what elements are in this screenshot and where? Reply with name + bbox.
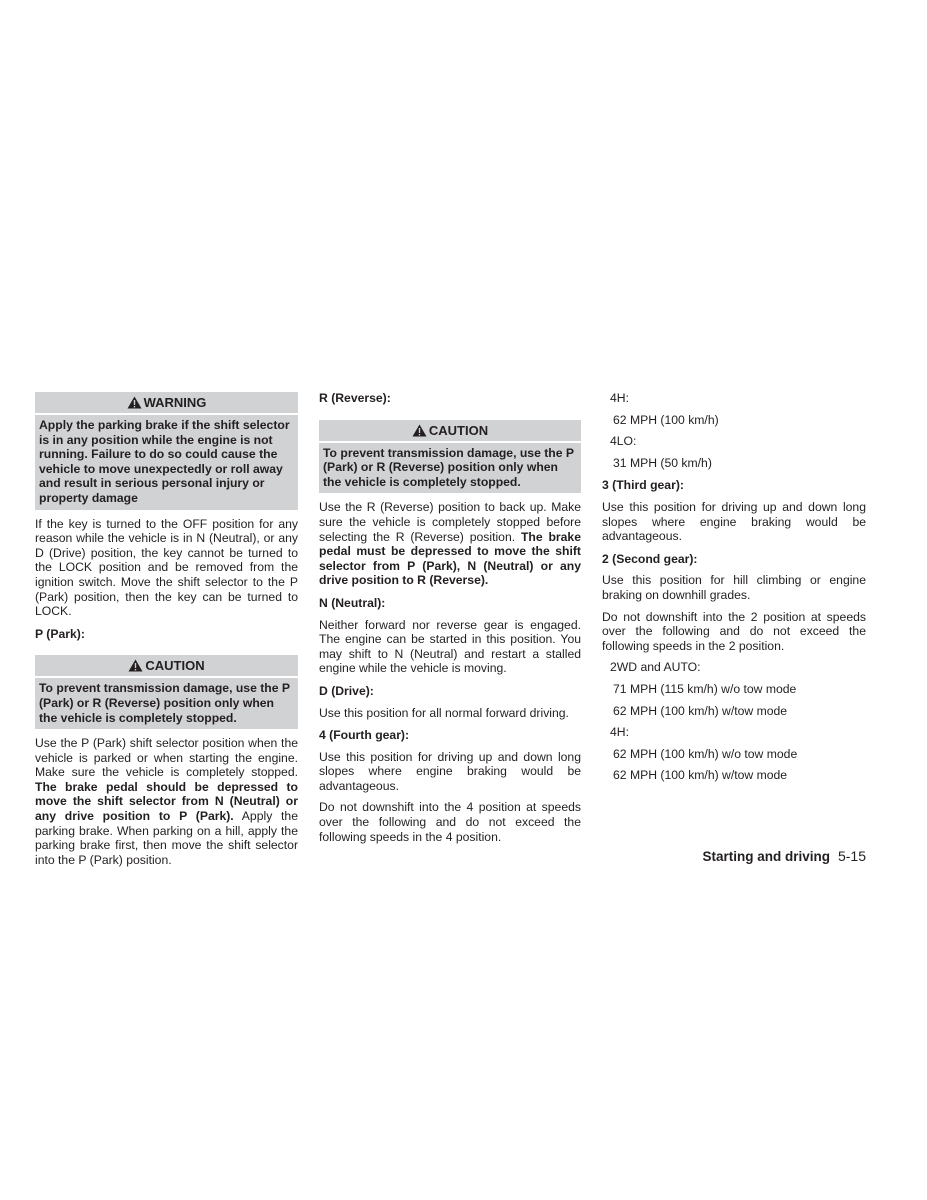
warning-text: Apply the parking brake if the shift selector is in any position while the engine is not running. Failure to do so could cause the vehicle to move unexpectedly or roll away and result in serious personal injury or property damage xyxy=(35,415,298,510)
speed-value: 62 MPH (100 km/h) xyxy=(613,412,719,427)
speed-value: 62 MPH (100 km/h) w/o tow mode xyxy=(613,746,798,761)
neutral-heading: N (Neutral): xyxy=(319,595,386,610)
caution-icon xyxy=(412,424,427,437)
warning-title: WARNING xyxy=(143,395,207,410)
speed-value: 31 MPH (50 km/h) xyxy=(613,455,712,470)
reverse-heading: R (Reverse): xyxy=(319,391,391,405)
caution-text: To prevent transmission damage, use the P (Park) or R (Reverse) position only when the vehicle is completely stopped. xyxy=(35,678,298,729)
third-paragraph: Use this position for driving up and down long slopes where engine braking would be advantageous. xyxy=(602,499,866,544)
section-title: Starting and driving xyxy=(702,849,830,864)
speed-value: 71 MPH (115 km/h) w/o tow mode xyxy=(613,681,797,696)
drive-paragraph: Use this position for all normal forward driving. xyxy=(319,705,569,720)
park-text-1: Use the P (Park) shift selector position when the vehicle is parked or when starting the engine. Make sure the vehicle is completely stopped. xyxy=(35,736,298,780)
fourth-paragraph-1: Use this position for driving up and down long slopes where engine braking would be advantageous. xyxy=(319,749,581,793)
speed-label-4h: 4H: xyxy=(610,391,629,405)
column-2 xyxy=(319,391,581,844)
fourth-paragraph-2: Do not downshift into the 4 position at speeds over the following and do not exceed the following speeds in the 4 position. xyxy=(319,800,581,844)
second-paragraph-2: Do not downshift into the 2 position at speeds over the following and do not exceed the following speeds in the 2 position. xyxy=(602,609,866,653)
page-number: 5-15 xyxy=(837,848,866,864)
second-heading: 2 (Second gear): xyxy=(602,551,698,566)
fourth-heading: 4 (Fourth gear): xyxy=(319,728,410,743)
park-text-2: Apply the parking brake. When parking on a hill, apply the parking brake first, then move the shift selector into the P (Park) position. xyxy=(35,809,298,867)
reverse-text-bold: The brake pedal must be depressed to move the shift selector from P (Park), N (Neutral) or any drive position to R (Reverse). xyxy=(319,529,581,588)
speed-label-4lo: 4LO: xyxy=(610,434,637,449)
third-heading: 3 (Third gear): xyxy=(602,478,684,493)
caution-text: To prevent transmission damage, use the P (Park) or R (Reverse) position only when the vehicle is completely stopped. xyxy=(319,443,581,494)
column-3 xyxy=(602,391,866,783)
warning-box xyxy=(35,392,298,510)
speed-value: 62 MPH (100 km/h) w/tow mode xyxy=(613,768,788,783)
park-text-bold: The brake pedal should be depressed to move the shift selector from N (Neutral) or any drive position to P (Park). xyxy=(35,779,298,824)
caution-icon xyxy=(128,659,143,672)
neutral-paragraph: Neither forward nor reverse gear is engaged. The engine can be started in this position. You may shift to N (Neutral) and restart a stalled engine while the vehicle is moving. xyxy=(319,617,581,676)
page-footer xyxy=(600,848,866,864)
caution-box-reverse xyxy=(319,420,581,494)
caution-header xyxy=(35,655,298,676)
drive-heading: D (Drive): xyxy=(319,683,374,698)
warning-header xyxy=(35,392,298,413)
caution-title: CAUTION xyxy=(428,422,489,438)
park-heading: P (Park): xyxy=(35,626,85,641)
second-paragraph-1: Use this position for hill climbing or engine braking on downhill grades. xyxy=(602,573,866,602)
column-1 xyxy=(35,392,298,867)
caution-header xyxy=(319,420,581,441)
caution-box-park xyxy=(35,655,298,729)
reverse-text-1: Use the R (Reverse) position to back up. Make sure the vehicle is completely stopped before selecting the R (Reverse) position. xyxy=(319,500,581,544)
warning-icon xyxy=(127,396,142,409)
speed-value: 62 MPH (100 km/h) w/tow mode xyxy=(613,703,788,718)
speed-label-4h: 4H: xyxy=(610,725,629,740)
intro-paragraph: If the key is turned to the OFF position for any reason while the vehicle is in N (Neutral), or any D (Drive) position, the key cannot be turned to the LOCK position and be removed from the ignition switch. Move the shift selector to the P (Park) position, then the key can be turned to LOCK. xyxy=(35,516,298,619)
park-paragraph xyxy=(35,736,298,867)
speed-label-2wd: 2WD and AUTO: xyxy=(610,660,701,675)
reverse-paragraph xyxy=(319,500,581,588)
caution-title: CAUTION xyxy=(145,658,205,674)
